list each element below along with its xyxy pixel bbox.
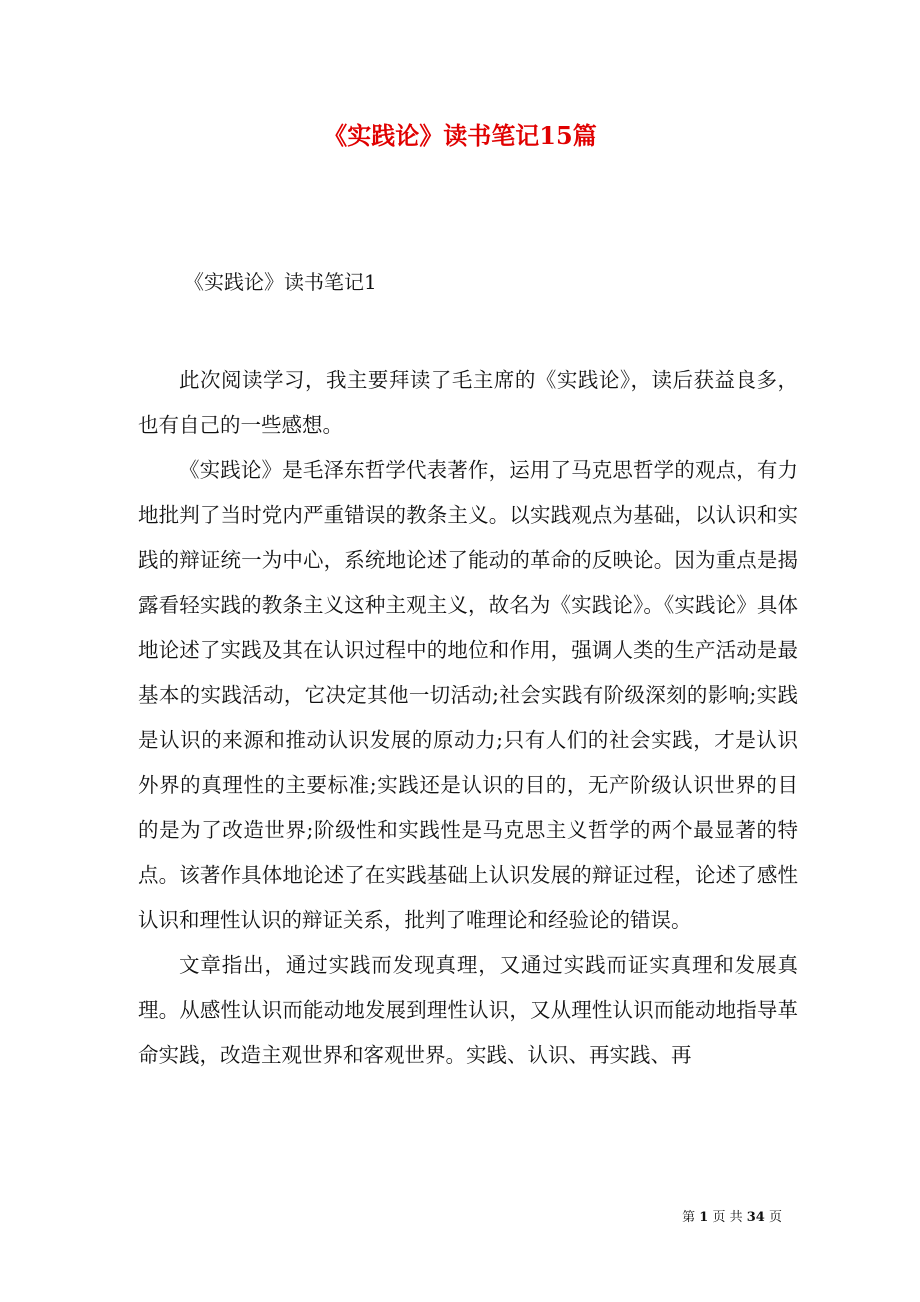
paragraph: 文章指出，通过实践而发现真理，又通过实践而证实真理和发展真理。从感性认识而能动地发展到理性认识，又从理性认识而能动地指导革命实践，改造主观世界和客观世界。实践、认识、再实践、再 <box>138 953 798 1067</box>
paragraph: 《实践论》是毛泽东哲学代表著作，运用了马克思哲学的观点，有力地批判了当时党内严重错误的教条主义。以实践观点为基础，以认识和实践的辩证统一为中心，系统地论述了能动的革命的反映论。因为重点是揭露看轻实践的教条主义这种主观主义，故名为《实践论》。《实践论》具体地论述了实践及其在认识过程中的地位和作用，强调人类的生产活动是最基本的实践活动，它决定其他一切活动;社会实践有阶级深刻的影响;实践是认识的来源和推动认识发展的原动力;只有人们的社会实践，才是认识外界的真理性的主要标准;实践还是认识的目的，无产阶级认识世界的目的是为了改造世界;阶级性和实践性是马克思主义哲学的两个最显著的特点。该著作具体地论述了在实践基础上认识发展的辩证过程，论述了感性认识和理性认识的辩证关系，批判了唯理论和经验论的错误。 <box>138 458 798 932</box>
footer-current-page: 1 <box>699 1210 709 1225</box>
section-heading: 《实践论》读书笔记1 <box>184 270 377 294</box>
page-footer <box>0 1206 782 1230</box>
footer-suffix: 页 <box>768 1210 782 1225</box>
page-title: 《实践论》读书笔记15篇 <box>323 121 597 150</box>
footer-total-pages: 34 <box>746 1210 765 1225</box>
footer-prefix: 第 <box>682 1210 696 1225</box>
footer-middle: 页 共 <box>712 1210 743 1225</box>
body-text <box>138 358 798 1078</box>
paragraph: 此次阅读学习，我主要拜读了毛主席的《实践论》，读后获益良多，也有自己的一些感想。 <box>138 368 798 437</box>
